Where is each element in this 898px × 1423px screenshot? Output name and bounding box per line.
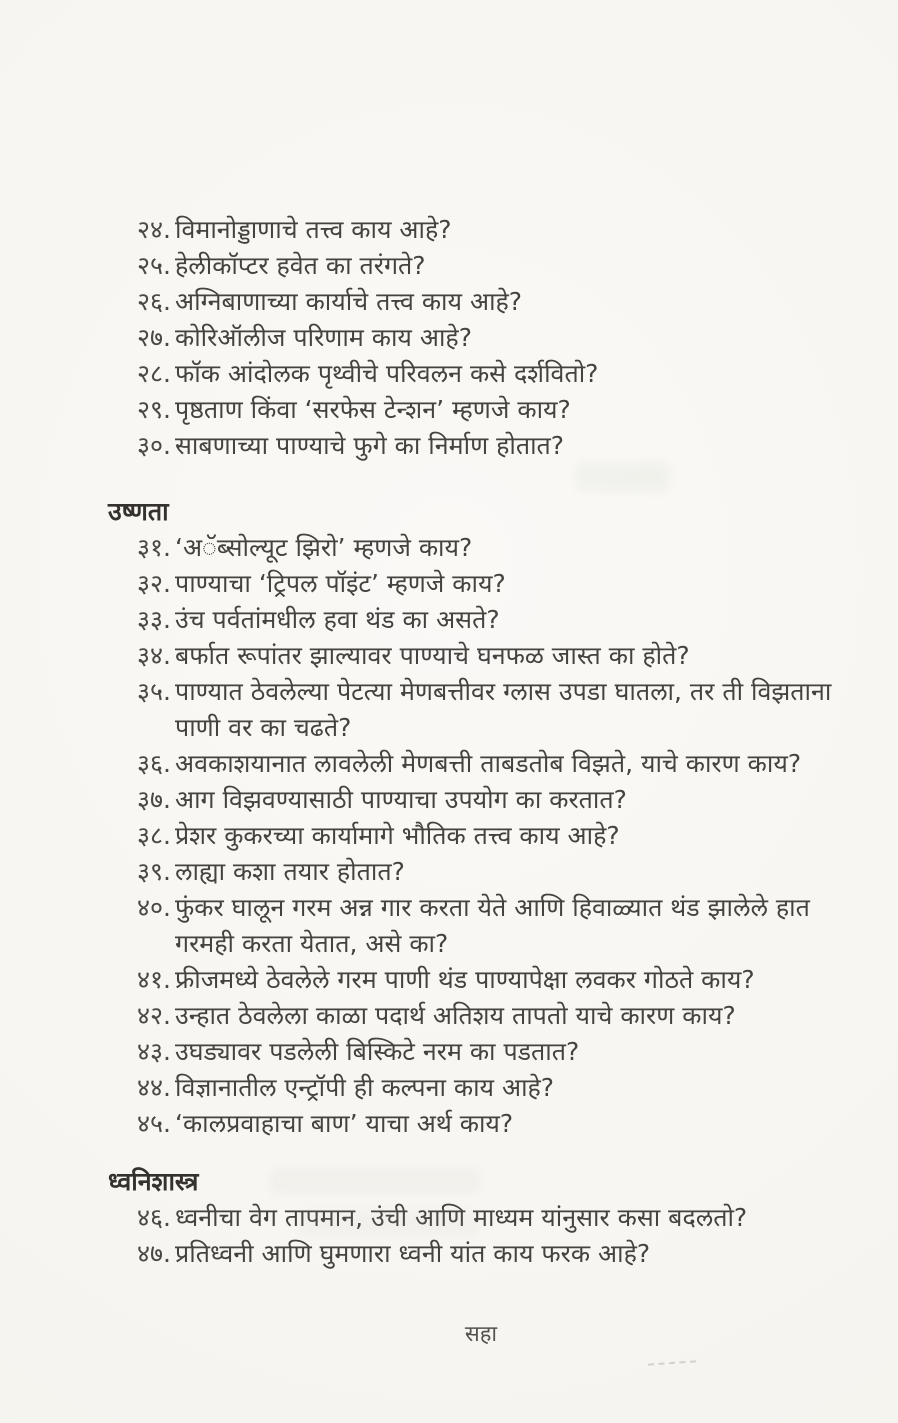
item-number: ४२. <box>137 1001 171 1030</box>
item-number: ४०. <box>137 893 171 922</box>
item-number: ३१. <box>137 533 171 562</box>
item-text: ‘कालप्रवाहाचा बाण’ याचा अर्थ काय? <box>175 1109 514 1138</box>
item-number: ३६. <box>137 749 171 778</box>
item-number: ४५. <box>137 1109 171 1138</box>
section-heading: उष्णता <box>108 497 169 526</box>
item-text: उन्हात ठेवलेला काळा पदार्थ अतिशय तापतो याचे कारण काय? <box>175 1001 736 1030</box>
toc-item <box>137 890 862 962</box>
toc-item <box>137 1200 862 1236</box>
item-number: ३४. <box>137 641 171 670</box>
toc-item <box>137 320 862 356</box>
toc-item <box>137 998 862 1034</box>
toc-section <box>0 212 898 464</box>
pencil-smudge <box>648 1360 696 1365</box>
item-text: प्रतिध्वनी आणि घुमणारा ध्वनी यांत काय फरक आहे? <box>175 1239 651 1268</box>
item-text: उंच पर्वतांमधील हवा थंड का असते? <box>175 605 500 634</box>
item-number: ३०. <box>137 431 171 460</box>
item-number: ४६. <box>137 1203 171 1232</box>
toc-item <box>137 746 862 782</box>
item-number: ३७. <box>137 785 171 814</box>
item-text: अवकाशयानात लावलेली मेणबत्ती ताबडतोब विझते, याचे कारण काय? <box>175 749 802 778</box>
item-text: अग्निबाणाच्या कार्याचे तत्त्व काय आहे? <box>175 287 523 316</box>
item-text: साबणाच्या पाण्याचे फुगे का निर्माण होतात? <box>175 431 565 460</box>
item-number: ४७. <box>137 1239 171 1268</box>
item-text: आग विझवण्यासाठी पाण्याचा उपयोग का करतात? <box>175 785 627 814</box>
item-text: विमानोड्डाणाचे तत्त्व काय आहे? <box>175 215 452 244</box>
toc-item <box>137 1070 862 1106</box>
item-text: हेलीकॉप्टर हवेत का तरंगते? <box>175 251 426 280</box>
toc-item <box>137 782 862 818</box>
item-number: ३२. <box>137 569 171 598</box>
toc-item <box>137 1106 862 1142</box>
item-text: प्रेशर कुकरच्या कार्यामागे भौतिक तत्त्व काय आहे? <box>175 821 620 850</box>
item-number: २९. <box>137 395 171 424</box>
item-text: लाह्या कशा तयार होतात? <box>175 857 405 886</box>
toc-item <box>137 248 862 284</box>
item-text: फॉक आंदोलक पृथ्वीचे परिवलन कसे दर्शवितो? <box>175 359 599 388</box>
toc-item <box>137 392 862 428</box>
item-text: कोरिऑलीज परिणाम काय आहे? <box>175 323 472 352</box>
item-number: ४१. <box>137 965 171 994</box>
toc-item <box>137 854 862 890</box>
item-text: फुंकर घालून गरम अन्न गार करता येते आणि हिवाळ्यात थंड झालेले हात गरमही करता येतात, असे का? <box>175 893 810 958</box>
toc-item <box>137 356 862 392</box>
toc-section <box>0 494 898 1142</box>
toc-item <box>137 530 862 566</box>
page-number: सहा <box>464 1322 498 1347</box>
item-text: बर्फात रूपांतर झाल्यावर पाण्याचे घनफळ जास्त का होते? <box>175 641 690 670</box>
toc-item <box>137 284 862 320</box>
item-text: उघड्यावर पडलेली बिस्किटे नरम का पडतात? <box>175 1037 580 1066</box>
toc-item <box>137 962 862 998</box>
item-text: ध्वनीचा वेग तापमान, उंची आणि माध्यम यांनुसार कसा बदलतो? <box>175 1203 748 1232</box>
item-text: पाण्याचा ‘ट्रिपल पॉइंट’ म्हणजे काय? <box>175 569 506 598</box>
item-number: ३३. <box>137 605 171 634</box>
item-text: ‘अॅब्सोल्यूट झिरो’ म्हणजे काय? <box>175 533 473 562</box>
item-number: २५. <box>137 251 171 280</box>
item-number: २८. <box>137 359 171 388</box>
item-number: २४. <box>137 215 171 244</box>
toc-item <box>137 1034 862 1070</box>
item-number: ३९. <box>137 857 171 886</box>
item-text: विज्ञानातील एन्ट्रॉपी ही कल्पना काय आहे? <box>175 1073 555 1102</box>
item-number: ४३. <box>137 1037 171 1066</box>
toc-item <box>137 818 862 854</box>
item-number: ३५. <box>137 677 171 706</box>
section-heading: ध्वनिशास्त्र <box>108 1167 199 1196</box>
toc-item <box>137 638 862 674</box>
item-number: ४४. <box>137 1073 171 1102</box>
item-number: ३८. <box>137 821 171 850</box>
item-number: २७. <box>137 323 171 352</box>
toc-item <box>137 1236 862 1272</box>
toc-item <box>137 602 862 638</box>
toc-section <box>0 1164 898 1272</box>
toc-item <box>137 428 862 464</box>
item-text: फ्रीजमध्ये ठेवलेले गरम पाणी थंड पाण्यापेक्षा लवकर गोठते काय? <box>175 965 755 994</box>
item-text: पृष्ठताण किंवा ‘सरफेस टेन्शन’ म्हणजे काय? <box>175 395 571 424</box>
toc-item <box>137 566 862 602</box>
item-number: २६. <box>137 287 171 316</box>
item-text: पाण्यात ठेवलेल्या पेटत्या मेणबत्तीवर ग्लास उपडा घातला, तर ती विझताना पाणी वर का चढते? <box>175 677 832 742</box>
toc-item <box>137 674 862 746</box>
toc-item <box>137 212 862 248</box>
